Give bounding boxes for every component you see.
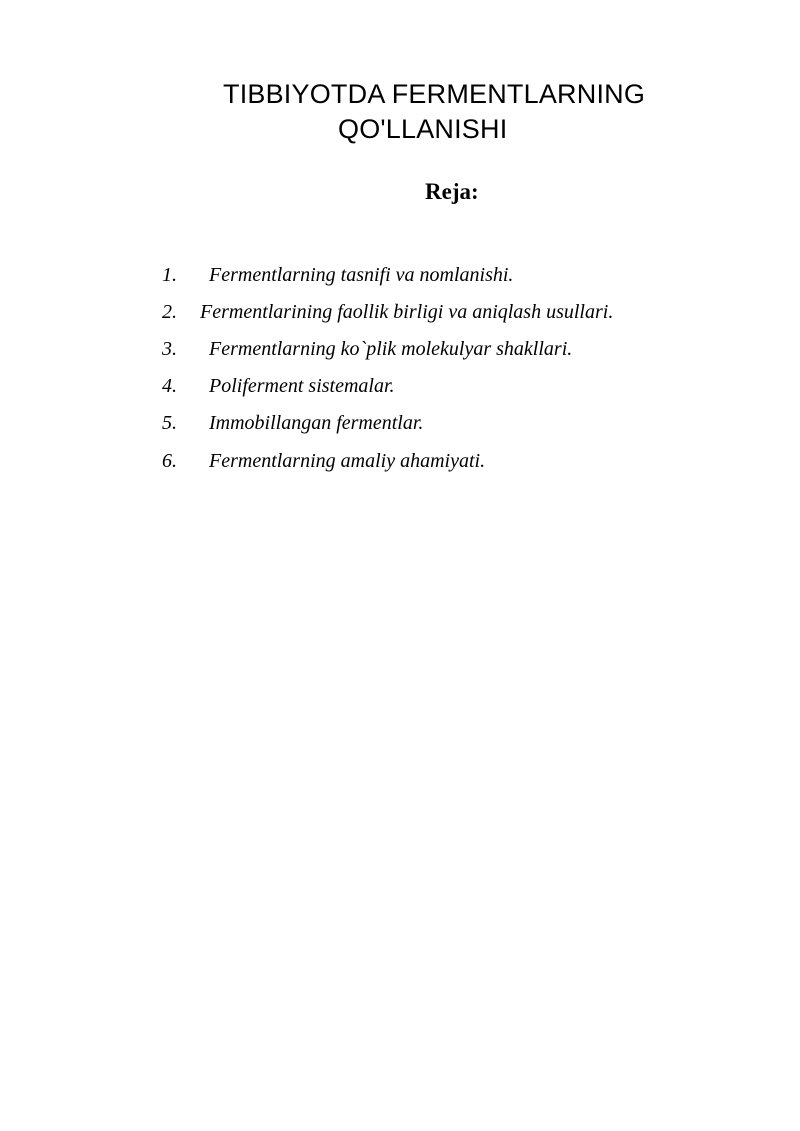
document-title-line-1: TIBBIYOTDA FERMENTLARNING bbox=[223, 79, 646, 109]
plan-item-number: 3. bbox=[162, 338, 177, 360]
plan-item-number: 1. bbox=[162, 264, 177, 286]
plan-item-number: 4. bbox=[162, 375, 177, 397]
plan-item-text: Fermentlarining faollik birligi va aniqlash usullari. bbox=[200, 301, 614, 323]
plan-item-text: Immobillangan fermentlar. bbox=[209, 412, 424, 434]
plan-item-text: Poliferment sistemalar. bbox=[209, 375, 395, 397]
plan-item-number: 6. bbox=[162, 450, 177, 472]
document-title-line-2: QO'LLANISHI bbox=[338, 114, 508, 144]
plan-item-text: Fermentlarning ko`plik molekulyar shakllari. bbox=[209, 338, 573, 360]
plan-item-text: Fermentlarning tasnifi va nomlanishi. bbox=[209, 264, 514, 286]
plan-item-text: Fermentlarning amaliy ahamiyati. bbox=[209, 450, 486, 472]
plan-item-number: 5. bbox=[162, 412, 177, 434]
plan-heading: Reja: bbox=[425, 179, 479, 204]
plan-item-number: 2. bbox=[162, 301, 177, 323]
